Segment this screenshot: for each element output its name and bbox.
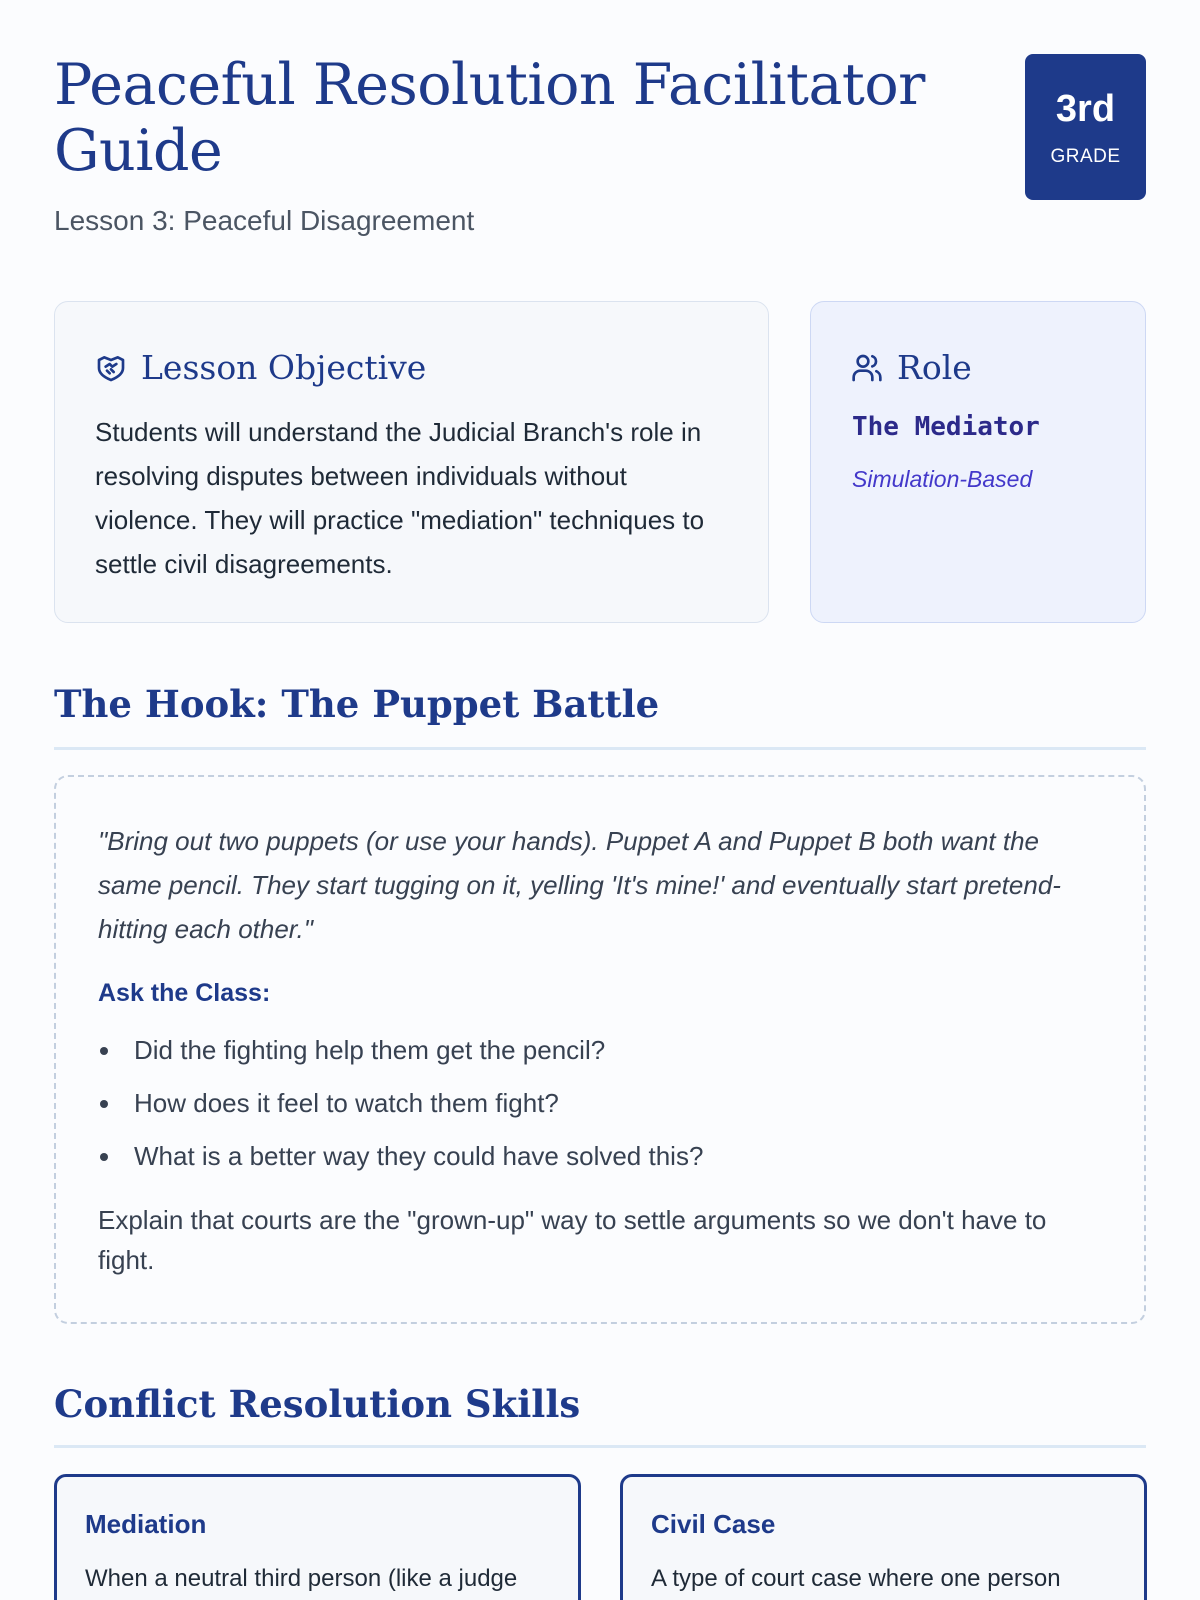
hook-quote: "Bring out two puppets (or use your hands). Puppet A and Puppet B both want the same pencil. They start tugging on it, yelling 'It's mine!' and eventually start pretend-hitting each other.": [98, 826, 1061, 944]
grade-label: GRADE: [1050, 146, 1121, 167]
grade-number: 3rd: [1055, 88, 1116, 130]
role-header: [851, 348, 972, 387]
role-card: [810, 301, 1146, 623]
role-type: Simulation-Based: [852, 466, 1033, 492]
ask-class-label: Ask the Class:: [98, 979, 271, 1007]
objective-heading: Lesson Objective: [141, 348, 427, 387]
role-name: The Mediator: [852, 412, 1040, 442]
skill-card-civil-case: [620, 1474, 1147, 1600]
skill-name: Civil Case: [651, 1509, 776, 1539]
skill-name: Mediation: [85, 1509, 207, 1539]
lesson-objective-card: [54, 301, 769, 623]
question-item: Did the fighting help them get the pencil?: [98, 1033, 703, 1086]
skill-description: A type of court case where one person: [651, 1565, 1061, 1592]
question-item: How does it feel to watch them fight?: [98, 1086, 703, 1139]
lesson-subtitle: Lesson 3: Peaceful Disagreement: [54, 205, 475, 236]
question-item: What is a better way they could have solved this?: [98, 1139, 703, 1192]
objective-text: Students will understand the Judicial Branch's role in resolving disputes between individuals without violence. They will practice "mediation" techniques to settle civil disagreements.: [95, 417, 705, 579]
hook-section-title: The Hook: The Puppet Battle: [54, 682, 1146, 750]
users-icon: [851, 352, 883, 384]
handshake-icon: [95, 352, 127, 384]
skill-description: When a neutral third person (like a judge: [85, 1565, 518, 1592]
hook-box: [54, 775, 1146, 1324]
question-list: [98, 1033, 703, 1192]
role-heading: Role: [897, 348, 972, 387]
skills-section-title: Conflict Resolution Skills: [54, 1382, 1146, 1448]
facilitator-guide-page: [54, 0, 1146, 1600]
page-title: Peaceful Resolution Facilitator Guide: [54, 52, 925, 184]
objective-header: [95, 348, 426, 387]
grade-badge: [1025, 54, 1146, 200]
hook-explanation: Explain that courts are the "grown-up" way to settle arguments so we don't have to fight.: [98, 1205, 1047, 1275]
skill-card-mediation: [54, 1474, 581, 1600]
